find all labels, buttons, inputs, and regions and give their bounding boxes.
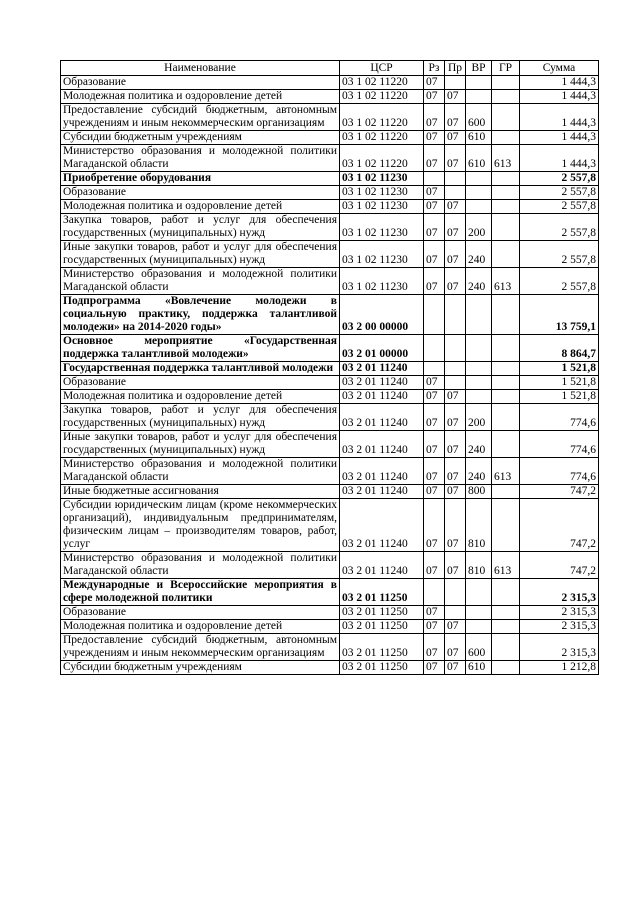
cell-vr: 240	[466, 431, 492, 458]
cell-gr	[492, 376, 520, 390]
cell-vr: 610	[466, 131, 492, 145]
cell-pr: 07	[445, 200, 466, 214]
table-row	[61, 661, 599, 675]
table-row	[61, 200, 599, 214]
cell-gr: 613	[492, 552, 520, 579]
cell-name: Государственная поддержка талантливой молодежи	[61, 362, 340, 376]
cell-rz: 07	[424, 485, 445, 499]
cell-name: Международные и Всероссийские мероприятия в сфере молодежной политики	[61, 579, 340, 606]
cell-name: Предоставление субсидий бюджетным, автономным учреждениям и иным некоммерческим организациям	[61, 104, 340, 131]
header-sum: Сумма	[520, 61, 599, 76]
cell-sum: 1 444,3	[520, 145, 599, 172]
cell-name: Молодежная политика и оздоровление детей	[61, 90, 340, 104]
cell-pr: 07	[445, 390, 466, 404]
cell-name: Закупка товаров, работ и услуг для обеспечения государственных (муниципальных) нужд	[61, 404, 340, 431]
cell-sum: 1 521,8	[520, 390, 599, 404]
table-row	[61, 145, 599, 172]
cell-vr: 240	[466, 241, 492, 268]
cell-sum: 1 444,3	[520, 76, 599, 90]
cell-csr: 03 2 01 11240	[340, 458, 424, 485]
cell-sum: 2 557,8	[520, 214, 599, 241]
cell-name: Иные закупки товаров, работ и услуг для обеспечения государственных (муниципальных) нужд	[61, 241, 340, 268]
cell-name: Иные закупки товаров, работ и услуг для обеспечения государственных (муниципальных) нужд	[61, 431, 340, 458]
cell-vr: 240	[466, 268, 492, 295]
cell-sum: 747,2	[520, 499, 599, 552]
cell-gr	[492, 335, 520, 362]
cell-csr: 03 1 02 11230	[340, 200, 424, 214]
cell-pr: 07	[445, 431, 466, 458]
table-row	[61, 376, 599, 390]
cell-csr: 03 2 01 11250	[340, 579, 424, 606]
cell-name: Предоставление субсидий бюджетным, автономным учреждениям и иным некоммерческим организациям	[61, 634, 340, 661]
cell-rz: 07	[424, 200, 445, 214]
cell-pr	[445, 376, 466, 390]
cell-pr	[445, 335, 466, 362]
cell-pr: 07	[445, 214, 466, 241]
cell-sum: 774,6	[520, 431, 599, 458]
cell-rz: 07	[424, 458, 445, 485]
cell-name: Образование	[61, 186, 340, 200]
cell-vr: 800	[466, 485, 492, 499]
table-row	[61, 76, 599, 90]
cell-rz: 07	[424, 620, 445, 634]
cell-gr	[492, 390, 520, 404]
cell-gr	[492, 579, 520, 606]
cell-gr	[492, 485, 520, 499]
cell-sum: 2 557,8	[520, 200, 599, 214]
cell-sum: 1 444,3	[520, 90, 599, 104]
cell-rz: 07	[424, 186, 445, 200]
cell-gr	[492, 186, 520, 200]
table-row	[61, 404, 599, 431]
cell-rz: 07	[424, 76, 445, 90]
cell-vr	[466, 390, 492, 404]
cell-pr	[445, 172, 466, 186]
table-row	[61, 90, 599, 104]
cell-csr: 03 2 01 11240	[340, 362, 424, 376]
cell-gr	[492, 431, 520, 458]
cell-vr	[466, 172, 492, 186]
cell-sum: 2 557,8	[520, 172, 599, 186]
cell-vr	[466, 200, 492, 214]
table-row	[61, 620, 599, 634]
table-row	[61, 335, 599, 362]
table-row	[61, 431, 599, 458]
cell-name: Субсидии юридическим лицам (кроме некоммерческих организаций), индивидуальным предпринимателям, физическим лицам – производителям товаров, работ, услуг	[61, 499, 340, 552]
cell-gr	[492, 90, 520, 104]
cell-sum: 2 315,3	[520, 579, 599, 606]
table-row	[61, 172, 599, 186]
cell-vr: 610	[466, 661, 492, 675]
cell-sum: 774,6	[520, 458, 599, 485]
budget-table	[60, 60, 599, 675]
cell-sum: 2 315,3	[520, 620, 599, 634]
table-row	[61, 552, 599, 579]
cell-csr: 03 2 01 11240	[340, 376, 424, 390]
cell-rz: 07	[424, 145, 445, 172]
cell-rz: 07	[424, 431, 445, 458]
cell-gr	[492, 362, 520, 376]
cell-vr	[466, 362, 492, 376]
cell-pr: 07	[445, 131, 466, 145]
cell-csr: 03 1 02 11220	[340, 104, 424, 131]
cell-rz: 07	[424, 376, 445, 390]
cell-sum: 1 444,3	[520, 131, 599, 145]
cell-vr: 200	[466, 214, 492, 241]
cell-sum: 747,2	[520, 552, 599, 579]
table-row	[61, 606, 599, 620]
cell-gr	[492, 172, 520, 186]
cell-gr	[492, 104, 520, 131]
cell-vr: 200	[466, 404, 492, 431]
cell-vr	[466, 606, 492, 620]
table-row	[61, 186, 599, 200]
cell-pr	[445, 579, 466, 606]
table-row	[61, 485, 599, 499]
cell-gr	[492, 241, 520, 268]
cell-sum: 1 444,3	[520, 104, 599, 131]
table-row	[61, 268, 599, 295]
cell-sum: 2 557,8	[520, 241, 599, 268]
cell-gr	[492, 214, 520, 241]
cell-rz: 07	[424, 661, 445, 675]
cell-sum: 2 315,3	[520, 606, 599, 620]
table-row	[61, 579, 599, 606]
cell-vr	[466, 376, 492, 390]
cell-rz: 07	[424, 390, 445, 404]
cell-rz: 07	[424, 499, 445, 552]
cell-csr: 03 2 01 11240	[340, 404, 424, 431]
cell-name: Министерство образования и молодежной политики Магаданской области	[61, 552, 340, 579]
cell-vr: 610	[466, 145, 492, 172]
table-row	[61, 390, 599, 404]
cell-name: Субсидии бюджетным учреждениям	[61, 661, 340, 675]
cell-sum: 8 864,7	[520, 335, 599, 362]
cell-csr: 03 2 01 11240	[340, 390, 424, 404]
cell-gr	[492, 76, 520, 90]
cell-rz	[424, 579, 445, 606]
cell-name: Образование	[61, 76, 340, 90]
cell-rz: 07	[424, 131, 445, 145]
table-row	[61, 634, 599, 661]
cell-rz	[424, 362, 445, 376]
header-name: Наименование	[61, 61, 340, 76]
cell-gr	[492, 200, 520, 214]
cell-name: Приобретение оборудования	[61, 172, 340, 186]
cell-csr: 03 2 01 00000	[340, 335, 424, 362]
cell-gr	[492, 606, 520, 620]
cell-csr: 03 1 02 11230	[340, 172, 424, 186]
cell-name: Закупка товаров, работ и услуг для обеспечения государственных (муниципальных) нужд	[61, 214, 340, 241]
cell-sum: 1 521,8	[520, 376, 599, 390]
cell-sum: 774,6	[520, 404, 599, 431]
cell-rz: 07	[424, 90, 445, 104]
cell-gr	[492, 620, 520, 634]
header-pr: Пр	[445, 61, 466, 76]
cell-csr: 03 2 00 00000	[340, 295, 424, 335]
cell-name: Молодежная политика и оздоровление детей	[61, 390, 340, 404]
cell-name: Образование	[61, 606, 340, 620]
cell-csr: 03 2 01 11240	[340, 552, 424, 579]
cell-gr	[492, 131, 520, 145]
cell-name: Подпрограмма «Вовлечение молодежи в социальную практику, поддержка талантливой молодежи» на 2014-2020 годы»	[61, 295, 340, 335]
cell-csr: 03 2 01 11250	[340, 634, 424, 661]
cell-pr: 07	[445, 620, 466, 634]
cell-pr: 07	[445, 552, 466, 579]
cell-pr: 07	[445, 499, 466, 552]
cell-rz	[424, 295, 445, 335]
cell-vr	[466, 579, 492, 606]
table-row	[61, 241, 599, 268]
cell-csr: 03 1 02 11220	[340, 131, 424, 145]
cell-vr: 810	[466, 552, 492, 579]
cell-sum: 1 212,8	[520, 661, 599, 675]
cell-csr: 03 2 01 11250	[340, 661, 424, 675]
cell-pr: 07	[445, 90, 466, 104]
header-gr: ГР	[492, 61, 520, 76]
cell-sum: 13 759,1	[520, 295, 599, 335]
cell-gr: 613	[492, 145, 520, 172]
cell-vr	[466, 295, 492, 335]
cell-pr: 07	[445, 145, 466, 172]
cell-rz: 07	[424, 634, 445, 661]
cell-name: Министерство образования и молодежной политики Магаданской области	[61, 145, 340, 172]
cell-pr: 07	[445, 104, 466, 131]
cell-sum: 1 521,8	[520, 362, 599, 376]
cell-gr	[492, 499, 520, 552]
cell-csr: 03 1 02 11230	[340, 186, 424, 200]
cell-pr	[445, 362, 466, 376]
cell-vr	[466, 90, 492, 104]
cell-vr	[466, 186, 492, 200]
cell-name: Иные бюджетные ассигнования	[61, 485, 340, 499]
cell-vr: 240	[466, 458, 492, 485]
header-vr: ВР	[466, 61, 492, 76]
cell-csr: 03 2 01 11240	[340, 485, 424, 499]
cell-csr: 03 1 02 11220	[340, 145, 424, 172]
cell-csr: 03 2 01 11250	[340, 620, 424, 634]
cell-pr: 07	[445, 634, 466, 661]
table-row	[61, 214, 599, 241]
header-csr: ЦСР	[340, 61, 424, 76]
cell-gr	[492, 404, 520, 431]
cell-rz	[424, 335, 445, 362]
cell-rz: 07	[424, 241, 445, 268]
cell-gr: 613	[492, 268, 520, 295]
cell-pr: 07	[445, 458, 466, 485]
cell-name: Молодежная политика и оздоровление детей	[61, 200, 340, 214]
cell-name: Образование	[61, 376, 340, 390]
cell-vr	[466, 620, 492, 634]
cell-pr	[445, 186, 466, 200]
cell-pr	[445, 76, 466, 90]
cell-pr: 07	[445, 485, 466, 499]
cell-csr: 03 1 02 11230	[340, 214, 424, 241]
cell-pr: 07	[445, 404, 466, 431]
cell-vr: 600	[466, 104, 492, 131]
cell-name: Субсидии бюджетным учреждениям	[61, 131, 340, 145]
cell-pr: 07	[445, 241, 466, 268]
cell-rz: 07	[424, 214, 445, 241]
cell-csr: 03 2 01 11240	[340, 431, 424, 458]
cell-sum: 747,2	[520, 485, 599, 499]
cell-rz: 07	[424, 552, 445, 579]
cell-pr: 07	[445, 661, 466, 675]
cell-rz: 07	[424, 404, 445, 431]
cell-pr	[445, 606, 466, 620]
cell-csr: 03 1 02 11220	[340, 76, 424, 90]
cell-gr: 613	[492, 458, 520, 485]
cell-name: Министерство образования и молодежной политики Магаданской области	[61, 458, 340, 485]
table-row	[61, 104, 599, 131]
cell-name: Молодежная политика и оздоровление детей	[61, 620, 340, 634]
cell-csr: 03 2 01 11240	[340, 499, 424, 552]
table-row	[61, 295, 599, 335]
cell-vr	[466, 76, 492, 90]
cell-csr: 03 1 02 11220	[340, 90, 424, 104]
cell-sum: 2 315,3	[520, 634, 599, 661]
cell-name: Министерство образования и молодежной политики Магаданской области	[61, 268, 340, 295]
cell-csr: 03 1 02 11230	[340, 268, 424, 295]
cell-sum: 2 557,8	[520, 186, 599, 200]
cell-rz: 07	[424, 606, 445, 620]
table-row	[61, 458, 599, 485]
cell-vr: 600	[466, 634, 492, 661]
header-rz: Рз	[424, 61, 445, 76]
cell-name: Основное мероприятие «Государственная поддержка талантливой молодежи»	[61, 335, 340, 362]
table-row	[61, 131, 599, 145]
cell-gr	[492, 661, 520, 675]
cell-rz	[424, 172, 445, 186]
cell-csr: 03 2 01 11250	[340, 606, 424, 620]
cell-csr: 03 1 02 11230	[340, 241, 424, 268]
cell-rz: 07	[424, 268, 445, 295]
header-row	[61, 61, 599, 76]
table-body	[61, 76, 599, 675]
cell-gr	[492, 295, 520, 335]
cell-rz: 07	[424, 104, 445, 131]
cell-gr	[492, 634, 520, 661]
cell-pr: 07	[445, 268, 466, 295]
cell-sum: 2 557,8	[520, 268, 599, 295]
cell-vr	[466, 335, 492, 362]
table-row	[61, 499, 599, 552]
cell-vr: 810	[466, 499, 492, 552]
cell-pr	[445, 295, 466, 335]
table-row	[61, 362, 599, 376]
